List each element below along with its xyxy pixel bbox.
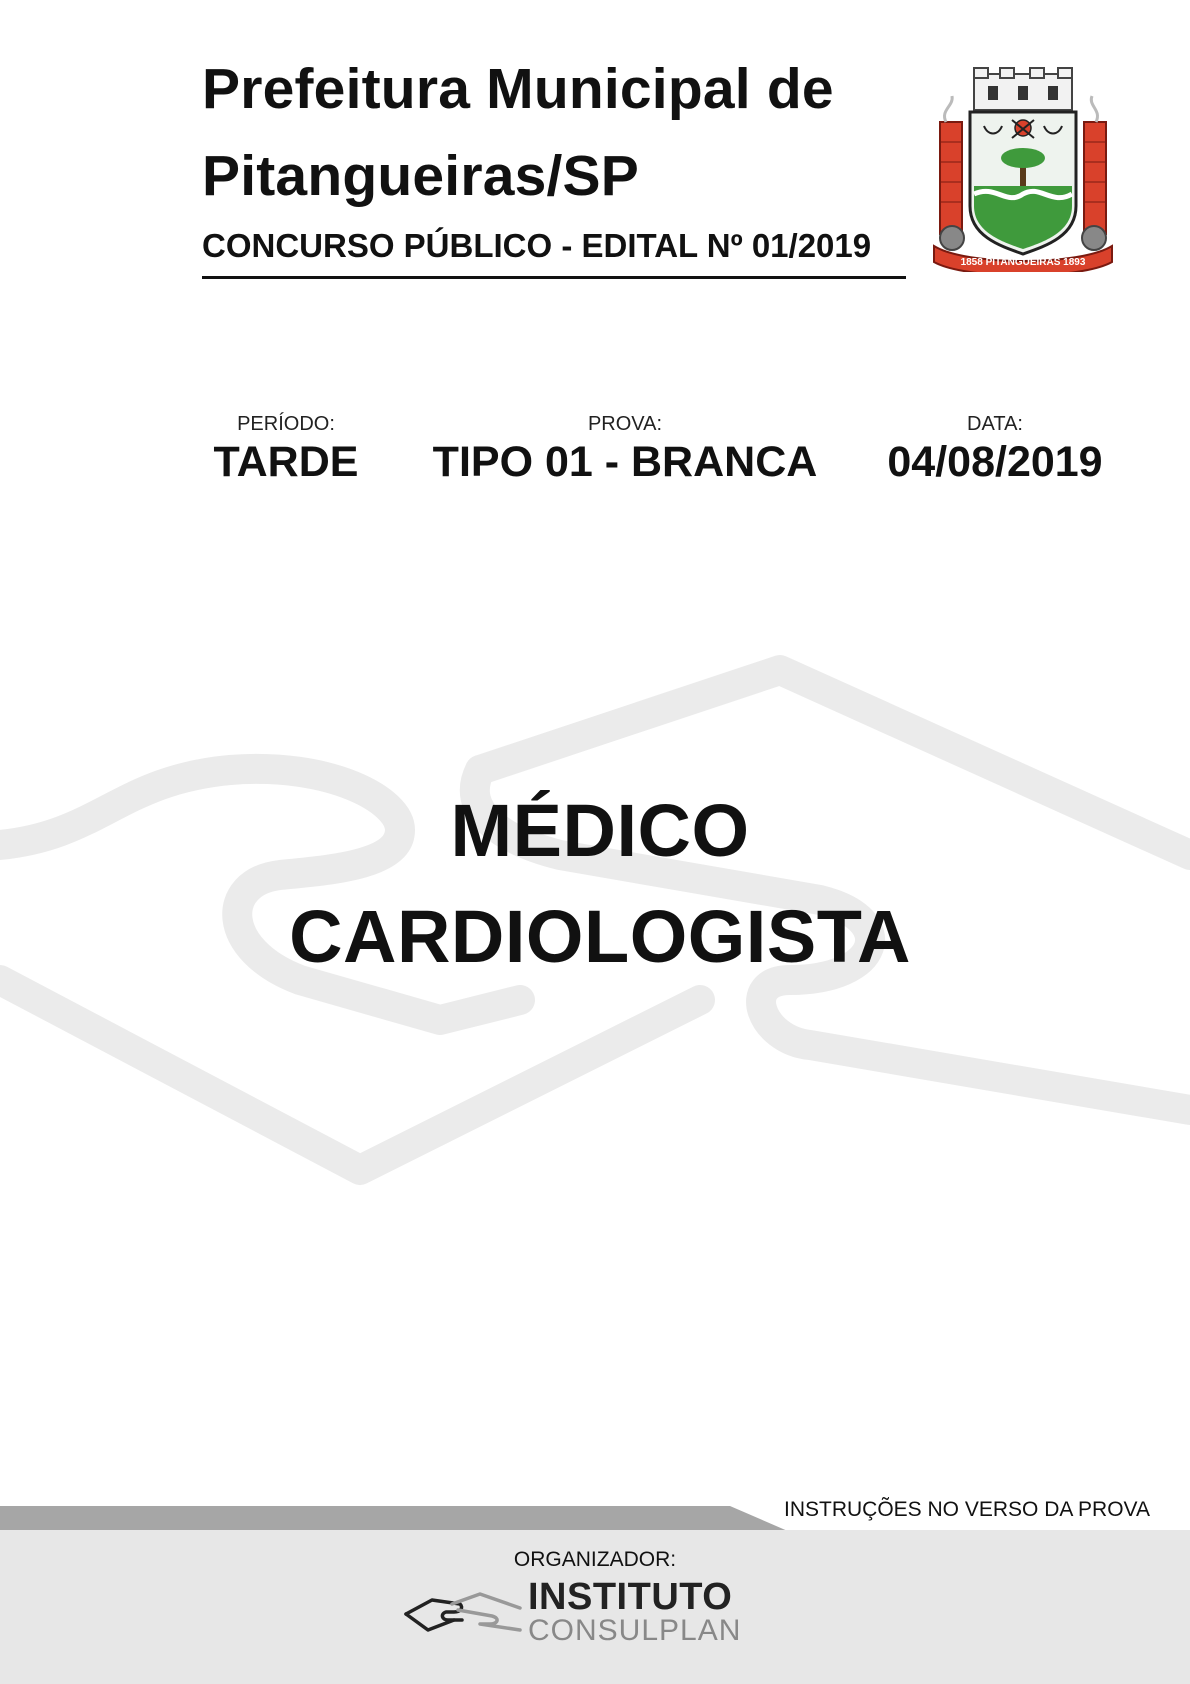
data-label: DATA:: [967, 413, 1023, 435]
crown-icon: [974, 68, 1072, 110]
footer-gray-band: [0, 1506, 790, 1532]
left-chimney: [940, 122, 962, 234]
organization-title-line2: Pitangueiras/SP: [202, 144, 639, 208]
edital-heading: CONCURSO PÚBLICO - EDITAL Nº 01/2019: [202, 227, 872, 264]
logo-line1: INSTITUTO: [528, 1576, 733, 1618]
exam-role-title: [0, 778, 1190, 990]
organization-title: [202, 46, 922, 220]
organizer-label: ORGANIZADOR:: [513, 1548, 677, 1571]
periodo-label: PERÍODO:: [237, 413, 335, 435]
role-line2: CARDIOLOGISTA: [289, 895, 911, 978]
instructions-note: INSTRUÇÕES NO VERSO DA PROVA: [783, 1498, 1150, 1521]
periodo-block: [196, 412, 376, 488]
prova-value: TIPO 01 - BRANCA: [432, 438, 818, 486]
periodo-value: TARDE: [213, 438, 359, 486]
prova-block: [420, 412, 830, 488]
crest-ribbon-text: 1858 PITANGUEIRAS 1893: [960, 257, 1086, 268]
right-chimney: [1084, 122, 1106, 234]
prova-label: PROVA:: [587, 413, 663, 435]
organization-title-line1: Prefeitura Municipal de: [202, 57, 834, 121]
data-block: [860, 412, 1130, 488]
role-line1: MÉDICO: [450, 789, 750, 872]
header-divider: [202, 276, 906, 279]
handshake-logo-icon: [402, 1586, 524, 1638]
logo-line2: CONSULPLAN: [528, 1614, 742, 1647]
data-value: 04/08/2019: [887, 438, 1103, 486]
organizer-logo-text: [528, 1578, 741, 1646]
coat-of-arms-logo: [926, 66, 1120, 272]
